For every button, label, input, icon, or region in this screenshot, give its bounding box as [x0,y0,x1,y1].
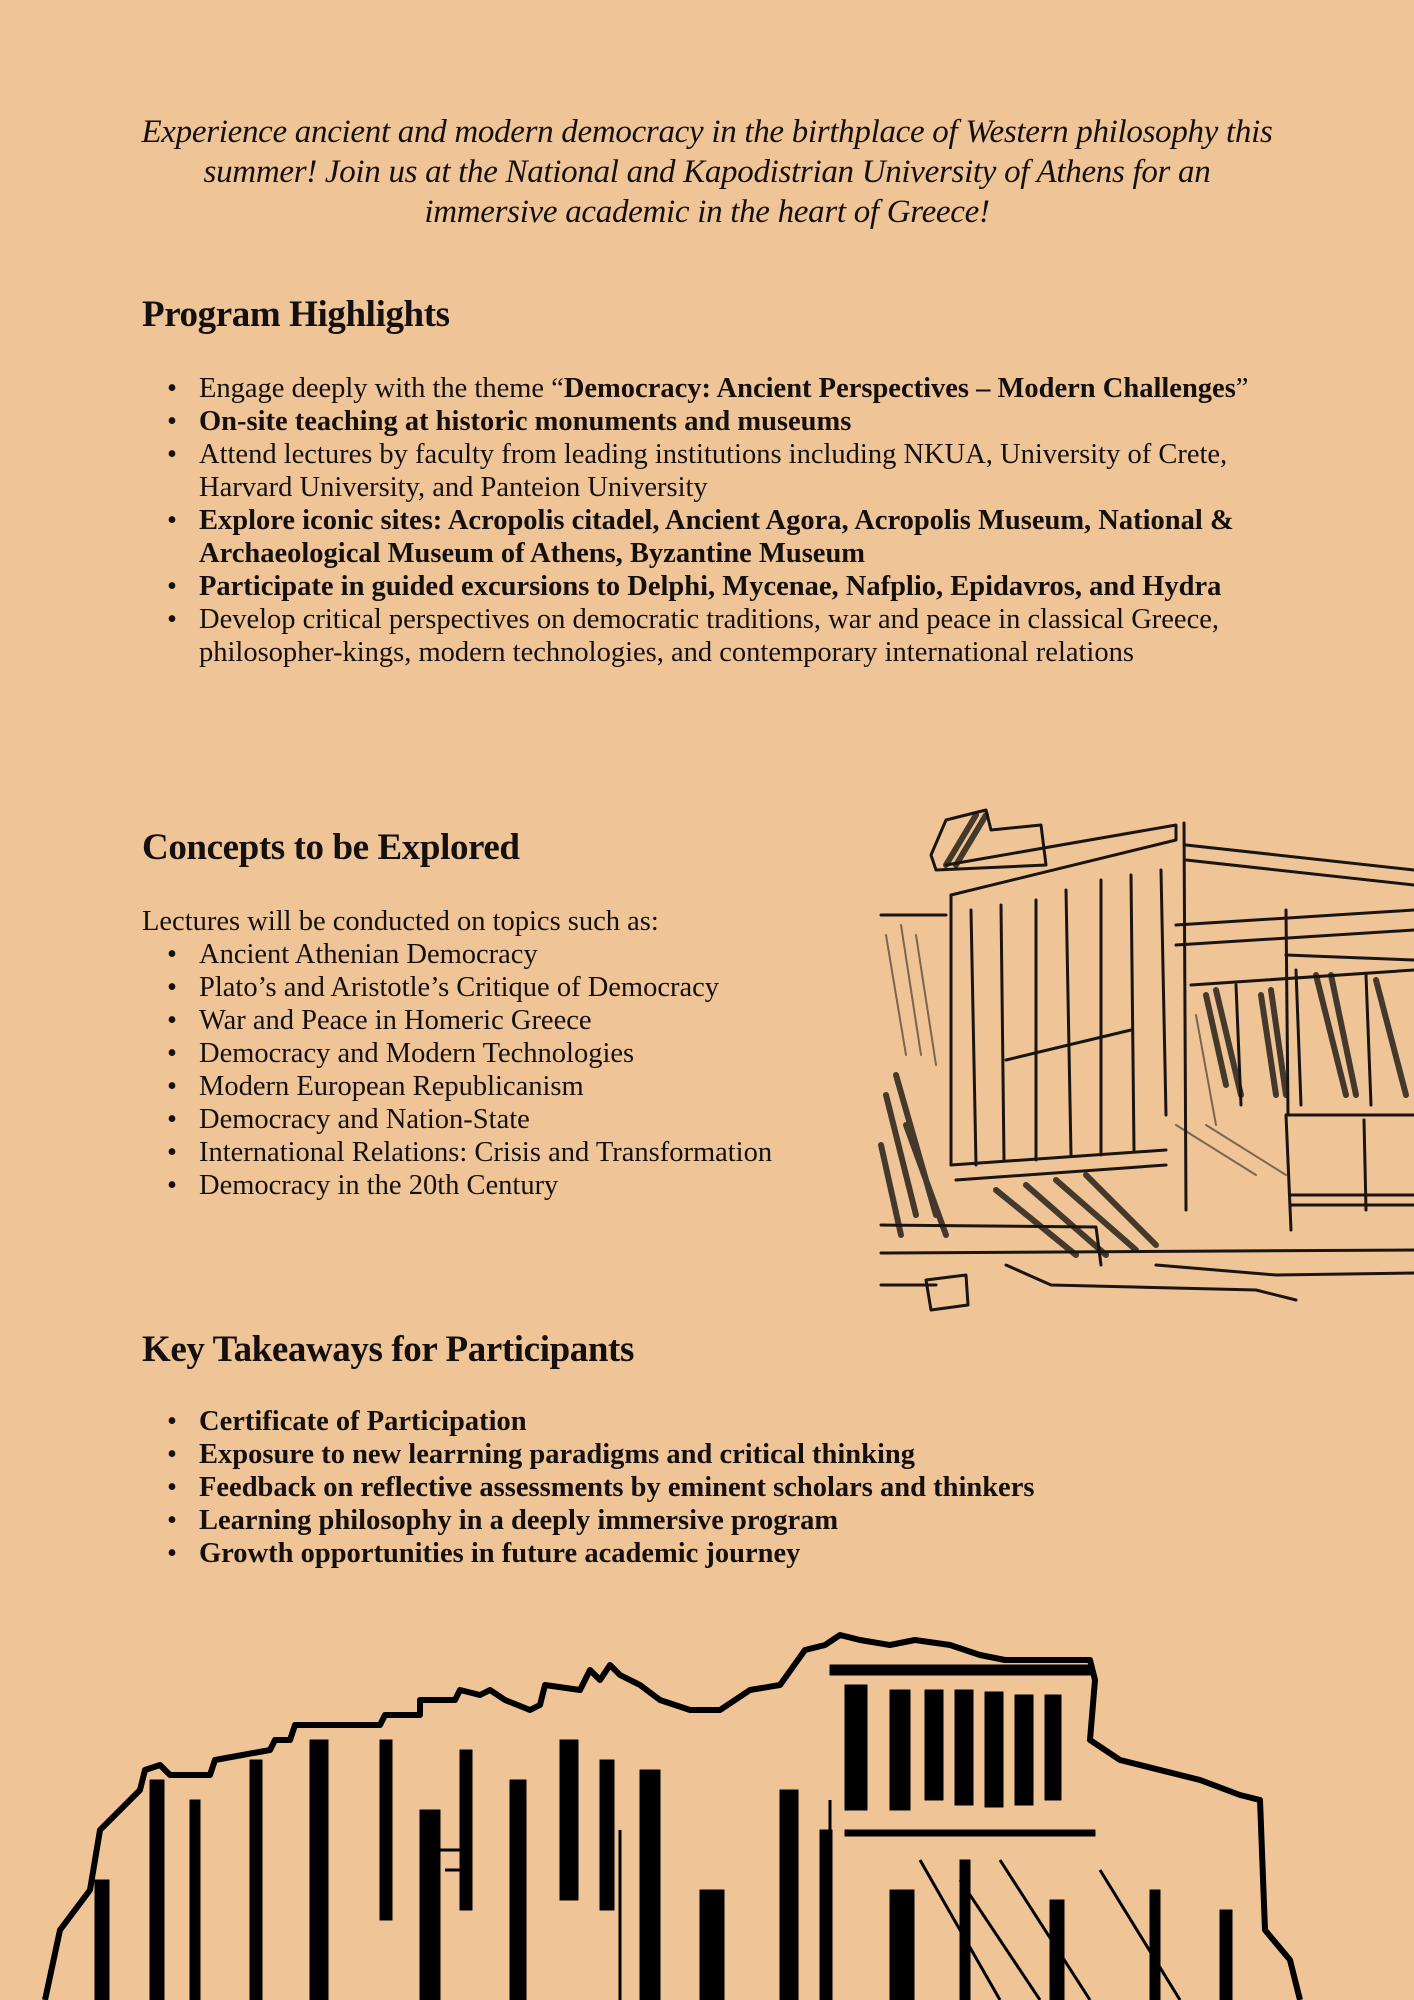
list-item [142,1136,862,1169]
list-item [142,372,1282,405]
item-bold-text: On-site teaching at historic monuments and museums [199,406,852,437]
item-text: Democracy in the 20th Century [199,1170,559,1201]
item-text: Learning philosophy in a deeply immersive program [199,1505,839,1536]
list-item [142,1438,1242,1471]
bullet-icon: • [167,604,177,635]
item-text: Attend lectures by faculty from leading institutions including NKUA, University of Crete, Harvard University, and Panteion University [199,439,1228,503]
bullet-icon: • [167,505,177,536]
program-highlights-list [142,372,1282,669]
bullet-icon: • [167,406,177,437]
item-text: Plato’s and Aristotle’s Critique of Democracy [199,972,720,1003]
list-item [142,504,1282,570]
item-text: Growth opportunities in future academic journey [199,1538,801,1569]
bullet-icon: • [167,1038,177,1069]
acropolis-silhouette-image [0,1630,1414,2000]
program-highlights-heading: Program Highlights [142,294,450,335]
list-item [142,1169,862,1202]
list-item [142,1471,1242,1504]
item-text: Democracy and Nation-State [199,1104,530,1135]
item-text: Feedback on reflective assessments by eminent scholars and thinkers [199,1472,1035,1503]
bullet-icon: • [167,1406,177,1437]
item-text: Certificate of Participation [199,1406,527,1437]
item-text: Develop critical perspectives on democratic traditions, war and peace in classical Greece, philosopher-kings, modern technologies, and contemporary international relations [199,604,1219,668]
list-item [142,1070,862,1103]
item-text: War and Peace in Homeric Greece [199,1005,592,1036]
bullet-icon: • [167,1104,177,1135]
list-item [142,971,862,1004]
list-item [142,1004,862,1037]
item-text: Ancient Athenian Democracy [199,939,538,970]
item-text: Modern European Republicanism [199,1071,584,1102]
item-text: Democracy and Modern Technologies [199,1038,635,1069]
concepts-intro-text: Lectures will be conducted on topics such as: [142,906,659,937]
list-item [142,938,862,971]
item-text: Exposure to new learrning paradigms and critical thinking [199,1439,915,1470]
list-item [142,603,1282,669]
item-text: Engage deeply with the theme “ [199,373,564,404]
item-text: ” [1235,373,1249,404]
bullet-icon: • [167,1137,177,1168]
list-item [142,1405,1242,1438]
bullet-icon: • [167,1472,177,1503]
bullet-icon: • [167,972,177,1003]
concepts-list [142,938,862,1202]
bullet-icon: • [167,439,177,470]
bullet-icon: • [167,373,177,404]
item-bold-text: Democracy: Ancient Perspectives – Modern Challenges [563,373,1236,404]
bullet-icon: • [167,1439,177,1470]
erechtheion-sketch-image [876,795,1414,1340]
list-item [142,1537,1242,1570]
concepts-heading: Concepts to be Explored [142,827,520,868]
bullet-icon: • [167,571,177,602]
intro-paragraph: Experience ancient and modern democracy in the birthplace of Western philosophy this summer! Join us at the National and Kapodistrian University of Athens for an immersive academic in the heart of Greece! [141,114,1273,230]
item-bold-text: Explore iconic sites: Acropolis citadel, Ancient Agora, Acropolis Museum, National & Archaeological Museum of Athens, Byzantine Museum [199,505,1234,569]
list-item [142,1504,1242,1537]
key-takeaways-heading: Key Takeaways for Participants [142,1329,634,1370]
bullet-icon: • [167,1505,177,1536]
list-item [142,570,1282,603]
list-item [142,438,1282,504]
list-item [142,1037,862,1070]
item-text: International Relations: Crisis and Transformation [199,1137,773,1168]
list-item [142,1103,862,1136]
bullet-icon: • [167,1538,177,1569]
bullet-icon: • [167,1071,177,1102]
bullet-icon: • [167,939,177,970]
bullet-icon: • [167,1170,177,1201]
item-bold-text: Participate in guided excursions to Delphi, Mycenae, Nafplio, Epidavros, and Hydra [199,571,1222,602]
list-item [142,405,1282,438]
bullet-icon: • [167,1005,177,1036]
key-takeaways-list [142,1405,1242,1570]
